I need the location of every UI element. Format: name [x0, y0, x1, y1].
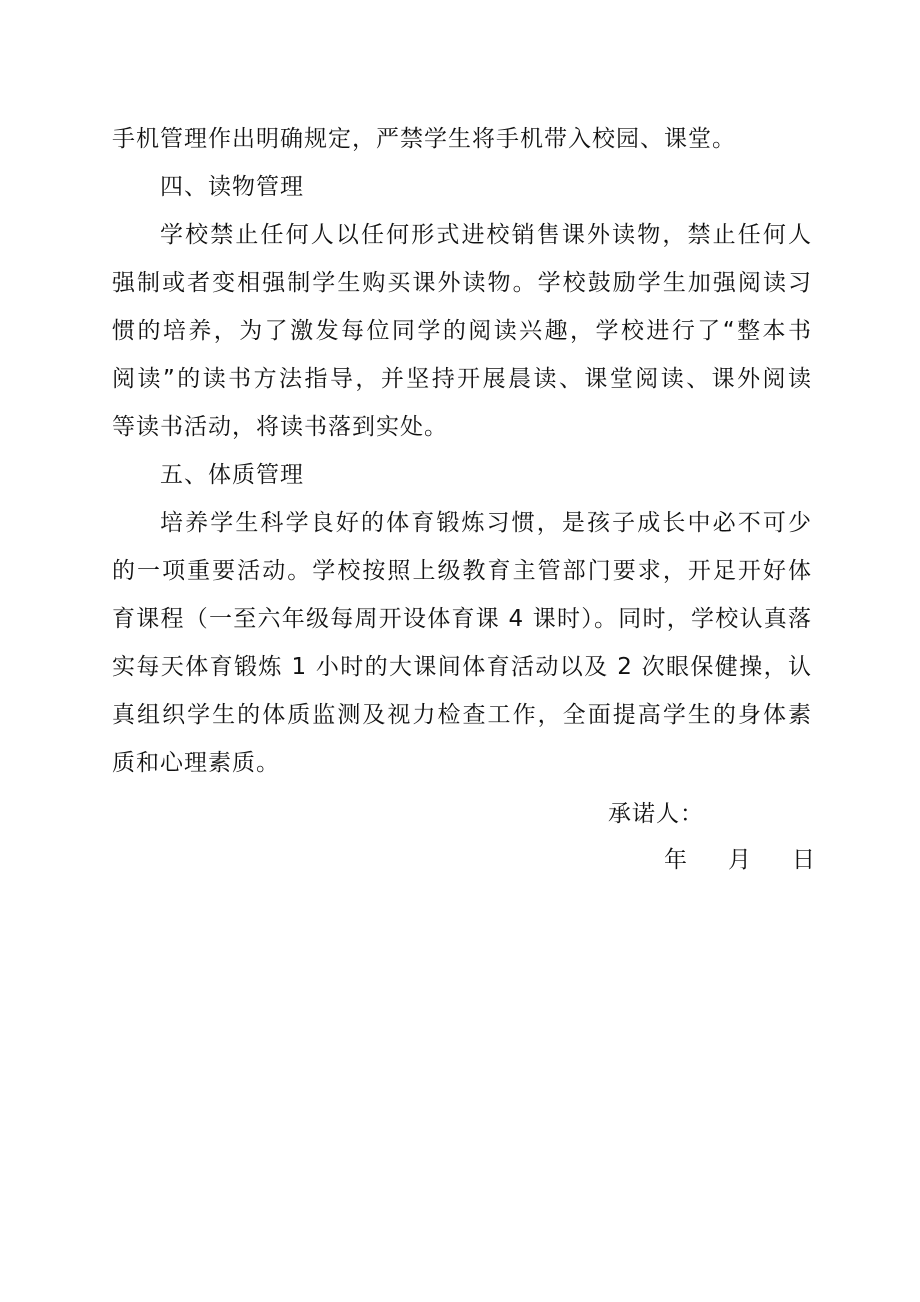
section-heading-physical: 五、体质管理 [160, 462, 304, 488]
date-day-label: 日 [792, 847, 815, 873]
paragraph-line: 实每天体育锻炼 1 小时的大课间体育活动以及 2 次眼保健操，认 [112, 654, 812, 680]
paragraph-line: 育课程（一至六年级每周开设体育课 4 课时）。同时，学校认真落 [112, 606, 812, 632]
paragraph-line: 强制或者变相强制学生购买课外读物。学校鼓励学生加强阅读习 [112, 270, 812, 296]
paragraph-line: 质和心理素质。 [112, 750, 280, 776]
paragraph-line: 的一项重要活动。学校按照上级教育主管部门要求，开足开好体 [112, 558, 812, 584]
signer-label: 承诺人： [608, 801, 704, 827]
paragraph-line: 惯的培养，为了激发每位同学的阅读兴趣，学校进行了“整本书 [112, 318, 812, 344]
date-line [664, 836, 822, 884]
section-heading-reading: 四、读物管理 [160, 174, 304, 200]
paragraph-line: 培养学生科学良好的体育锻炼习惯，是孩子成长中必不可少 [160, 510, 812, 536]
paragraph-line: 学校禁止任何人以任何形式进校销售课外读物，禁止任何人 [160, 222, 812, 248]
paragraph-line: 阅读”的读书方法指导，并坚持开展晨读、课堂阅读、课外阅读 [112, 366, 812, 392]
paragraph-line: 真组织学生的体质监测及视力检查工作，全面提高学生的身体素 [112, 702, 812, 728]
paragraph-line: 等读书活动，将读书落到实处。 [112, 414, 448, 440]
date-year-label: 年 [664, 847, 687, 873]
paragraph-line: 手机管理作出明确规定，严禁学生将手机带入校园、课堂。 [112, 126, 736, 152]
document-body [112, 115, 812, 787]
date-month-label: 月 [728, 847, 751, 873]
